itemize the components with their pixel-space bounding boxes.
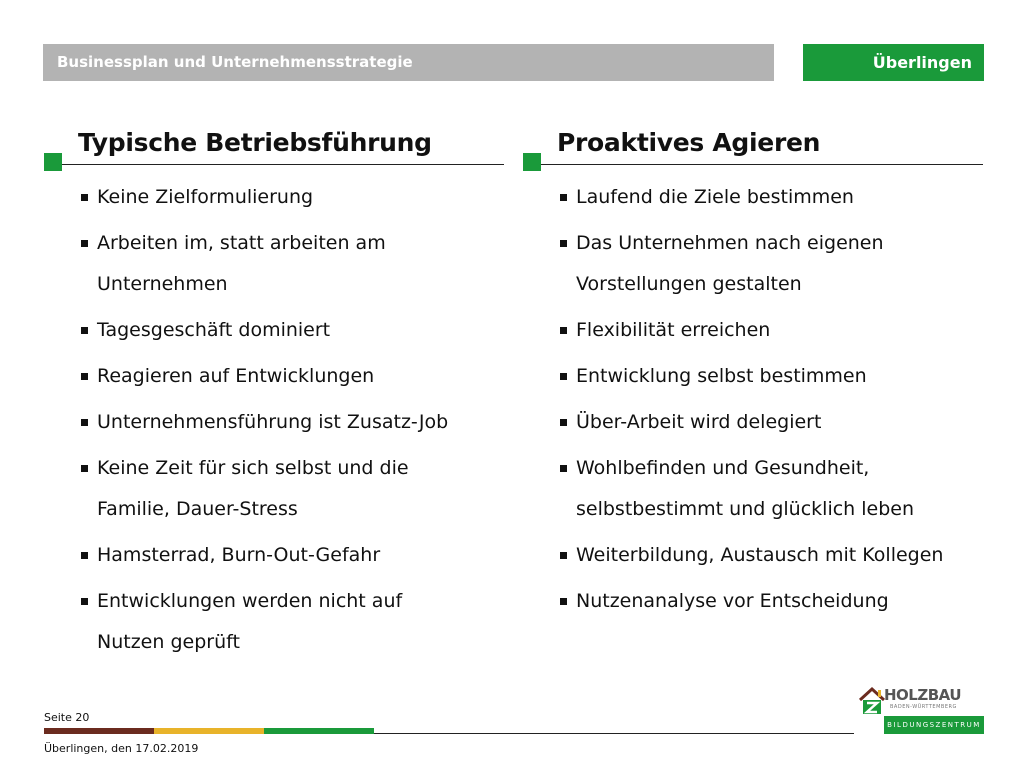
list-item-text: Unternehmen (97, 273, 228, 295)
right-heading-row (533, 124, 983, 165)
list-item-text: Tagesgeschäft dominiert (97, 319, 331, 341)
list-item-text: Keine Zeit für sich selbst und die (97, 457, 409, 479)
bullet-square-icon (560, 598, 567, 605)
right-column (523, 124, 983, 627)
page-number: Seite 20 (44, 711, 90, 724)
list-item (44, 448, 504, 489)
green-square-marker (523, 153, 541, 171)
logo-subtitle: BADEN-WÜRTTEMBERG (890, 704, 957, 710)
list-item-text: Keine Zielformulierung (97, 186, 314, 208)
list-item (44, 402, 504, 443)
list-item-text: Familie, Dauer-Stress (97, 498, 298, 520)
left-heading-row (54, 124, 504, 165)
list-item (523, 535, 983, 576)
color-bar-yellow (154, 728, 264, 734)
list-item (523, 223, 983, 264)
footer-date: Überlingen, den 17.02.2019 (44, 742, 199, 755)
list-item-text: Nutzenanalyse vor Entscheidung (576, 590, 889, 612)
location-label: Überlingen (872, 53, 972, 72)
list-item-text: Wohlbefinden und Gesundheit, (576, 457, 870, 479)
green-square-marker (44, 153, 62, 171)
bullet-square-icon (560, 373, 567, 380)
list-item-continuation (523, 264, 983, 305)
list-item (44, 535, 504, 576)
bullet-square-icon (81, 327, 88, 334)
list-item (523, 310, 983, 351)
list-item-text: Unternehmensführung ist Zusatz-Job (97, 411, 449, 433)
list-item (44, 356, 504, 397)
list-item-continuation (44, 622, 504, 663)
bullet-square-icon (560, 240, 567, 247)
list-item-continuation (44, 264, 504, 305)
list-item (523, 177, 983, 218)
color-bar-green (264, 728, 374, 734)
list-item (523, 581, 983, 622)
bullet-square-icon (560, 552, 567, 559)
bullet-square-icon (560, 419, 567, 426)
list-item-text: selbstbestimmt und glücklich leben (576, 498, 915, 520)
list-item (523, 448, 983, 489)
list-item (523, 402, 983, 443)
list-item-text: Entwicklung selbst bestimmen (576, 365, 867, 387)
bullet-square-icon (81, 419, 88, 426)
list-item-text: Entwicklungen werden nicht auf (97, 590, 403, 612)
bullet-square-icon (81, 194, 88, 201)
bullet-square-icon (81, 598, 88, 605)
color-bar-brown (44, 728, 154, 734)
list-item-text: Weiterbildung, Austausch mit Kollegen (576, 544, 944, 566)
list-item (44, 223, 504, 264)
list-item (523, 356, 983, 397)
list-item-text: Vorstellungen gestalten (576, 273, 802, 295)
right-bullet-list (523, 177, 983, 622)
list-item-text: Das Unternehmen nach eigenen (576, 232, 884, 254)
list-item (44, 177, 504, 218)
left-column (44, 124, 504, 668)
bullet-square-icon (81, 552, 88, 559)
header-title-bar (43, 44, 774, 81)
list-item (44, 310, 504, 351)
logo-band: BILDUNGSZENTRUM (884, 716, 984, 734)
list-item-text: Nutzen geprüft (97, 631, 240, 653)
header-title: Businessplan und Unternehmensstrategie (57, 53, 413, 71)
list-item-continuation (523, 489, 983, 530)
list-item-text: Flexibilität erreichen (576, 319, 771, 341)
list-item (44, 581, 504, 622)
footer-color-bar (44, 728, 374, 734)
bullet-square-icon (560, 465, 567, 472)
bullet-square-icon (81, 373, 88, 380)
list-item-text: Hamsterrad, Burn-Out-Gefahr (97, 544, 381, 566)
list-item-text: Laufend die Ziele bestimmen (576, 186, 854, 208)
location-badge (803, 44, 984, 81)
list-item-text: Reagieren auf Entwicklungen (97, 365, 375, 387)
left-heading: Typische Betriebsführung (78, 128, 432, 157)
bullet-square-icon (81, 465, 88, 472)
footer-divider (374, 733, 854, 734)
bullet-square-icon (560, 327, 567, 334)
logo-brand: HOLZBAU (884, 686, 962, 704)
right-heading: Proaktives Agieren (557, 128, 821, 157)
bullet-square-icon (560, 194, 567, 201)
left-bullet-list (44, 177, 504, 663)
house-logo-icon (858, 686, 886, 716)
list-item-continuation (44, 489, 504, 530)
holzbau-logo (858, 682, 986, 736)
list-item-text: Arbeiten im, statt arbeiten am (97, 232, 386, 254)
bullet-square-icon (81, 240, 88, 247)
list-item-text: Über-Arbeit wird delegiert (576, 411, 822, 433)
